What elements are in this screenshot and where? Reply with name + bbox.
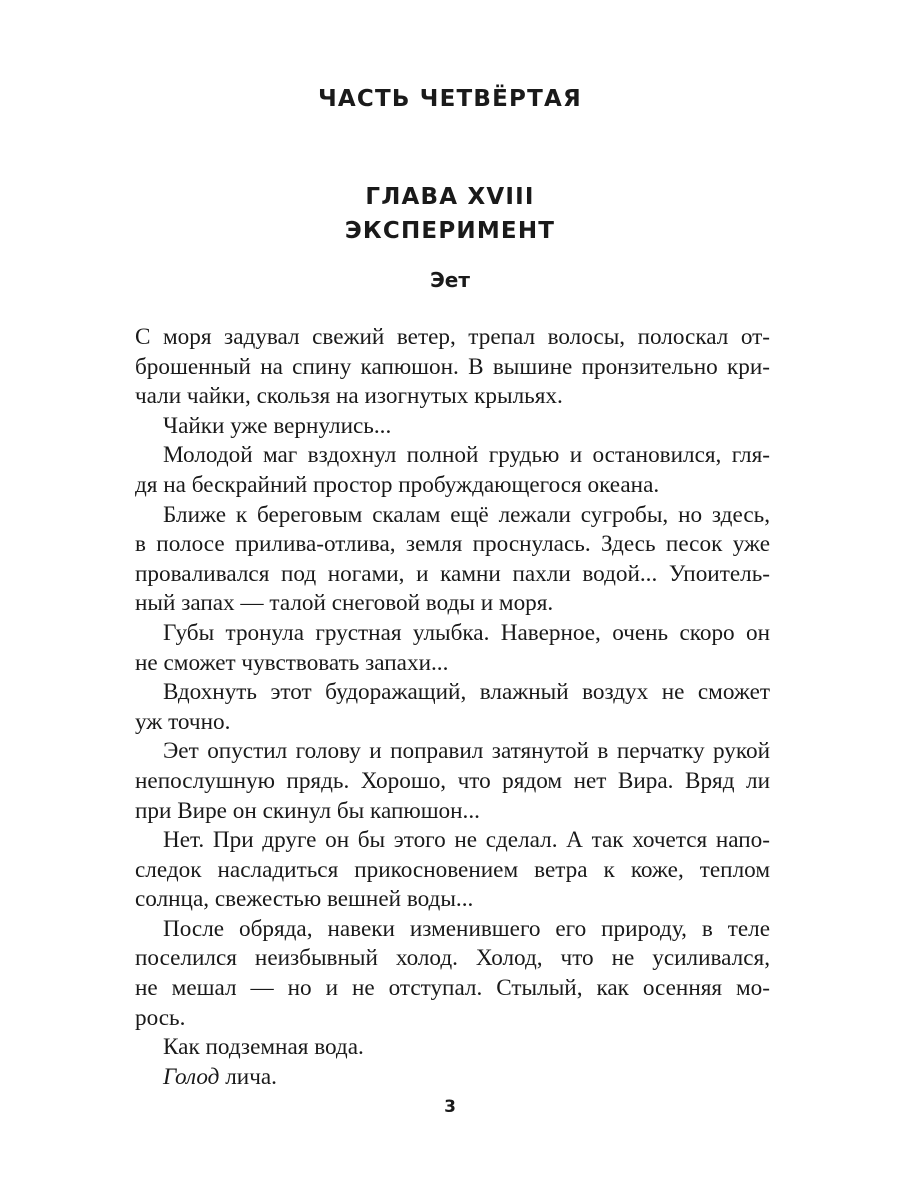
text-line: проваливался под ногами, и камни пахли водой... Упоитель- [135, 560, 770, 587]
text-line: Ближе к береговым скалам ещё лежали сугробы, но здесь, [163, 501, 770, 528]
text-line: уж точно. [135, 708, 231, 735]
page-number: 3 [444, 1097, 456, 1117]
section-heading: Эет [430, 268, 470, 292]
part-title: ЧАСТЬ ЧЕТВЁРТАЯ [318, 86, 582, 112]
italic-word: Голод [163, 1063, 220, 1090]
text-line: не мешал — но и не отступал. Стылый, как осенняя мо- [135, 975, 770, 1002]
text-line: Губы тронула грустная улыбка. Наверное, очень скоро он [163, 619, 770, 646]
chapter-number: ГЛАВА XVIII [365, 184, 535, 210]
text-line: дя на бескрайний простор пробуждающегося океана. [135, 471, 660, 498]
text-line: Вдохнуть этот будоражащий, влажный воздух не сможет [163, 679, 770, 706]
text-line: не сможет чувствовать запахи... [135, 649, 449, 676]
text-line: После обряда, навеки изменившего его природу, в теле [163, 915, 770, 942]
text-line: Чайки уже вернулись... [163, 412, 392, 439]
text-line-last [135, 1063, 770, 1093]
text-line: рось. [135, 1004, 186, 1031]
text-line: чали чайки, скользя на изогнутых крыльях. [135, 383, 563, 410]
text-line: брошенный на спину капюшон. В вышине пронзительно кри- [135, 353, 770, 380]
chapter-title: ЭКСПЕРИМЕНТ [344, 218, 556, 244]
body-text [135, 323, 770, 1092]
text-line: при Вире он скинул бы капюшон... [135, 797, 480, 824]
chapter-heading [0, 180, 900, 248]
text-line: Молодой маг вздохнул полной грудью и остановился, гля- [163, 442, 770, 469]
text-line: поселился неизбывный холод. Холод, что не усиливался, [135, 945, 770, 972]
text-line: Нет. При друге он бы этого не сделал. А так хочется напо- [163, 827, 770, 854]
text-line: Как подземная вода. [163, 1034, 364, 1061]
text-line: солнца, свежестью вешней воды... [135, 886, 474, 913]
text-line: непослушную прядь. Хорошо, что рядом нет Вира. Вряд ли [135, 767, 770, 794]
text-line: Эет опустил голову и поправил затянутой в перчатку рукой [163, 738, 770, 765]
text-line-rest: лича. [219, 1063, 277, 1090]
text-line: в полосе прилива-отлива, земля проснулась. Здесь песок уже [135, 531, 770, 558]
text-line: С моря задувал свежий ветер, трепал волосы, полоскал от- [135, 324, 770, 350]
text-line: ный запах — талой снеговой воды и моря. [135, 590, 554, 617]
text-line: следок насладиться прикосновением ветра к коже, теплом [135, 856, 770, 883]
